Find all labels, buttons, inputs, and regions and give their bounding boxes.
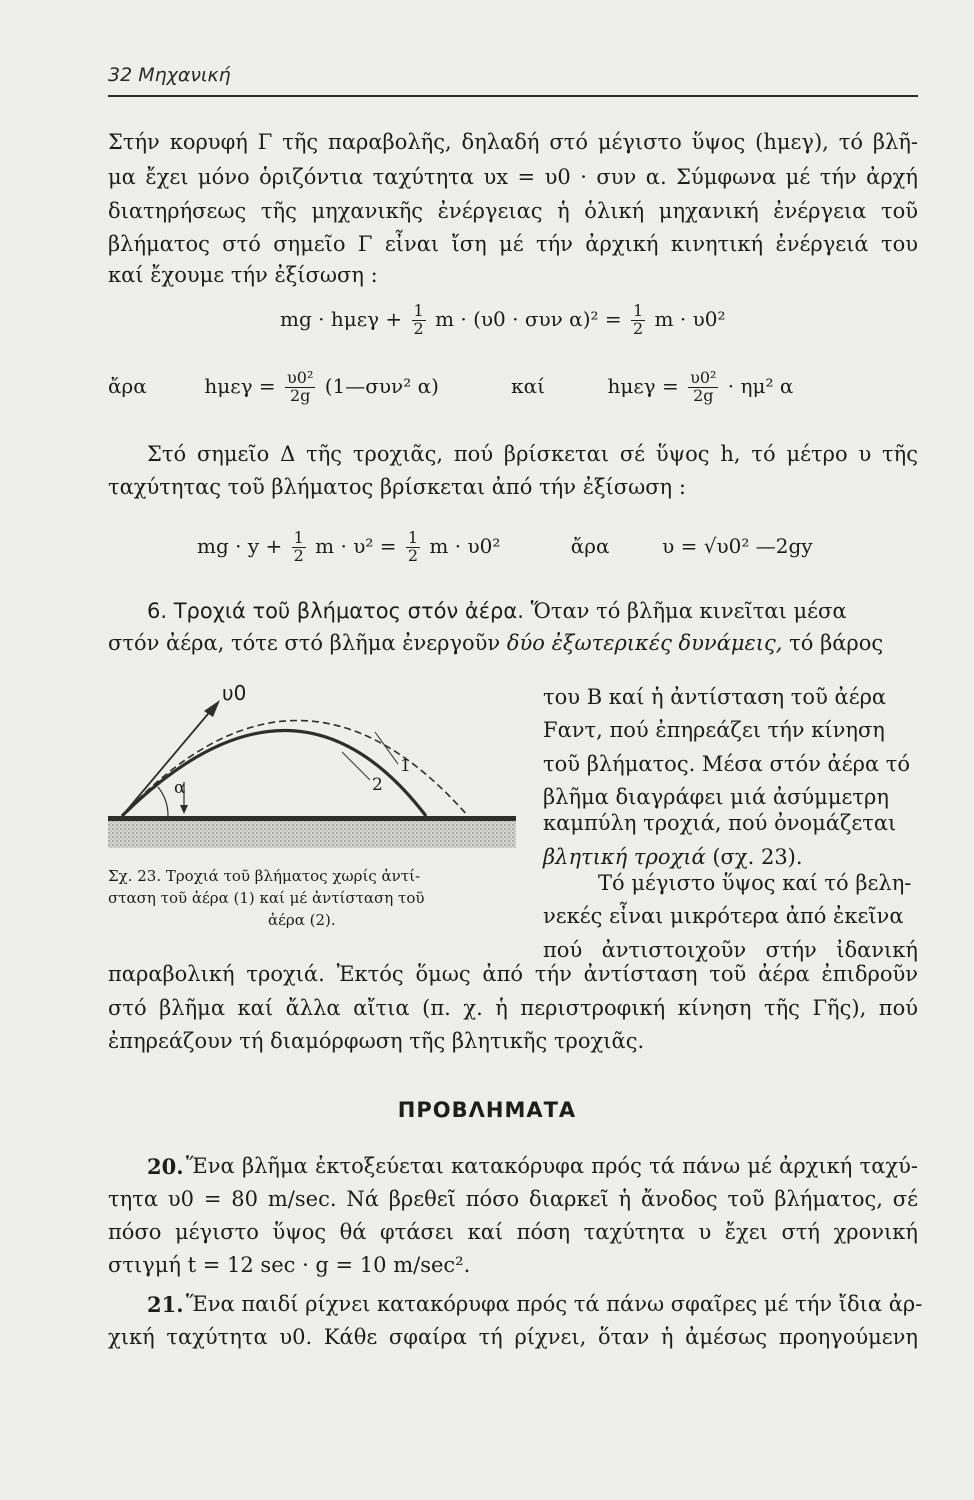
problem-21-line-2: χική ταχύτητα υ0. Κάθε σφαίρα τή ρίχνει, ὅταν ἡ ἀμέσως προηγούμενη [108,1325,918,1349]
right-col-line-3: τοῦ βλήματος. Μέσα στόν ἀέρα τό [543,752,911,776]
eq3-mid: m · υ² = [315,533,397,558]
right-col-line-2: Fαντ, πού ἐπηρεάζει τήν κίνηση [543,718,885,742]
problems-title: ΠΡΟΒΛΗΜΑΤΑ [397,1098,577,1122]
para2-line-1: Στό σημεῖο Δ τῆς τροχιᾶς, πού βρίσκεται σέ ὕψος h, τό μέτρο υ τῆς [147,442,918,466]
eq2-lhs2: hμεγ = [607,373,679,398]
curve-1-label: 1 [400,756,411,776]
para1-line-5: καί ἔχουμε τήν ἐξίσωση : [108,263,378,287]
figure-caption-line-2: σταση τοῦ ἀέρα (1) καί μέ ἀντίσταση τοῦ [108,889,425,907]
eq2-rhs2: · ημ² α [727,373,794,398]
problem-20-number: 20. [147,1154,184,1179]
para2-line-2: ταχύτητας τοῦ βλήματος βρίσκεται ἀπό τήν ἐξίσωση : [108,475,686,499]
eq1-frac: $\frac{1}{2}$ [413,301,424,338]
right-col-line-5: καμπύλη τροχιά, πού ὀνομάζεται [543,811,897,835]
para1-line-1: Στήν κορυφή Γ τῆς παραβολῆς, δηλαδή στό μέγιστο ὕψος (hμεγ), τό βλῆ- [108,130,918,154]
problem-20-line-2: τητα υ0 = 80 m/sec. Νά βρεθεῖ πόσο διαρκεῖ ἡ ἄνοδος τοῦ βλήματος, σέ [108,1187,918,1211]
right-col-line-1: του Β καί ἡ ἀντίσταση τοῦ ἀέρα [543,685,887,709]
problem-21-line-1: Ἕνα παιδί ρίχνει κατακόρυφα πρός τά πάνω σφαῖρες μέ τήν ἴδια ἀρ- [186,1292,923,1316]
right-col-line-6: βλητική τροχιά (σχ. 23). [543,845,803,869]
eq2-ara: ἄρα [108,373,147,398]
eq1-right: m · υ0² [654,306,726,331]
right-col-p2-line-3: πού ἀντιστοιχοῦν στήν ἰδανική [543,938,918,962]
eq1-mid: m · (υ0 · συν α)² = [435,306,622,331]
figure-caption-line-3: ἀέρα (2). [268,911,336,929]
eq3-left: mg · y + [197,533,283,558]
problem-20-line-4: στιγμή t = 12 sec · g = 10 m/sec². [108,1253,471,1277]
v0-label: υ0 [222,681,247,705]
para1-line-3: διατηρήσεως τῆς μηχανικῆς ἐνέργειας ἡ ὁλική μηχανική ἐνέργεια τοῦ [108,199,918,223]
para3-line-1: παραβολική τροχιά. Ἐκτός ὅμως ἀπό τήν ἀντίσταση τοῦ ἀέρα ἐπιδροῦν [108,962,918,986]
initial-velocity-vector [122,708,213,816]
problem-20-line-1: Ἕνα βλῆμα ἐκτοξεύεται κατακόρυφα πρός τά πάνω μέ ἀρχική ταχύ- [186,1154,918,1178]
para1-line-2: μα ἔχει μόνο ὁριζόντια ταχύτητα υx = υ0 · συν α. Σύμφωνα μέ τήν ἀρχή [108,165,918,189]
para1-line-4: βλήματος στό σημεῖο Γ εἶναι ἴση μέ τήν ἀρχική κινητική ἐνέργειά του [108,232,918,256]
eq2-frac: $\frac{\text{υ0²}}{2g}$ [287,368,314,405]
page-header: 32 Μηχανική [108,64,231,86]
label-1-leader [375,732,398,764]
eq3-frac: $\frac{1}{2}$ [293,528,304,565]
eq2-frac2: $\frac{\text{υ0²}}{2g}$ [690,368,717,405]
ground-hatch [108,821,516,848]
right-col-p2-line-1: Τό μέγιστο ὕψος καί τό βελη- [598,871,912,895]
eq3-right: m · υ0² [429,533,501,558]
para3-line-2: στό βλῆμα καί ἄλλα αἴτια (π. χ. ἡ περιστροφική κίνηση τῆς Γῆς), πού [108,996,918,1020]
eq3-frac2: $\frac{1}{2}$ [407,528,419,565]
problem-20-line-3: πόσο μέγιστο ὕψος θά φτάσει καί πόση ταχύτητα υ ἔχει στή χρονική [108,1220,918,1244]
problem-21-number: 21. [147,1292,184,1317]
section-title: Τροχιά τοῦ βλήματος στόν ἀέρα. [173,599,524,623]
angle-label: α [174,778,186,798]
eq2-lhs: hμεγ = [204,373,276,398]
eq3-result: υ = √υ0² —2gy [662,533,813,558]
ground-line [108,816,516,821]
section-line-2: στόν ἀέρα, τότε στό βλῆμα ἐνεργοῦν δύο ἐξωτερικές δυνάμεις, τό βάρος [108,631,884,655]
eq2-kai: καί [511,373,545,398]
right-col-p2-line-2: νεκές εἶναι μικρότερα ἀπό ἐκεῖνα [543,904,904,928]
eq1-left: mg · hμεγ + [280,306,403,331]
section-number: 6. [147,599,168,623]
curve-2-label: 2 [372,775,383,795]
eq3-ara: ἄρα [570,533,610,558]
ballistic-trajectory-term: βλητική τροχιά [543,845,706,869]
right-col-line-4: βλῆμα διαγράφει μιά ἀσύμμετρη [543,785,889,809]
external-forces-emphasis: δύο ἐξωτερικές δυνάμεις, [506,631,783,655]
para3-line-3: ἐπηρεάζουν τή διαμόρφωση τῆς βλητικῆς τροχιᾶς. [108,1029,645,1053]
eq1-frac2: $\frac{1}{2}$ [632,301,644,338]
section-first-sentence: Ὅταν τό βλῆμα κινεῖται μέσα [530,599,847,623]
eq2-rhs: (1—συν² α) [324,373,439,398]
angle-arc [158,787,168,816]
figure-caption-line-1: Σχ. 23. Τροχιά τοῦ βλήματος χωρίς ἀντί- [108,867,421,885]
